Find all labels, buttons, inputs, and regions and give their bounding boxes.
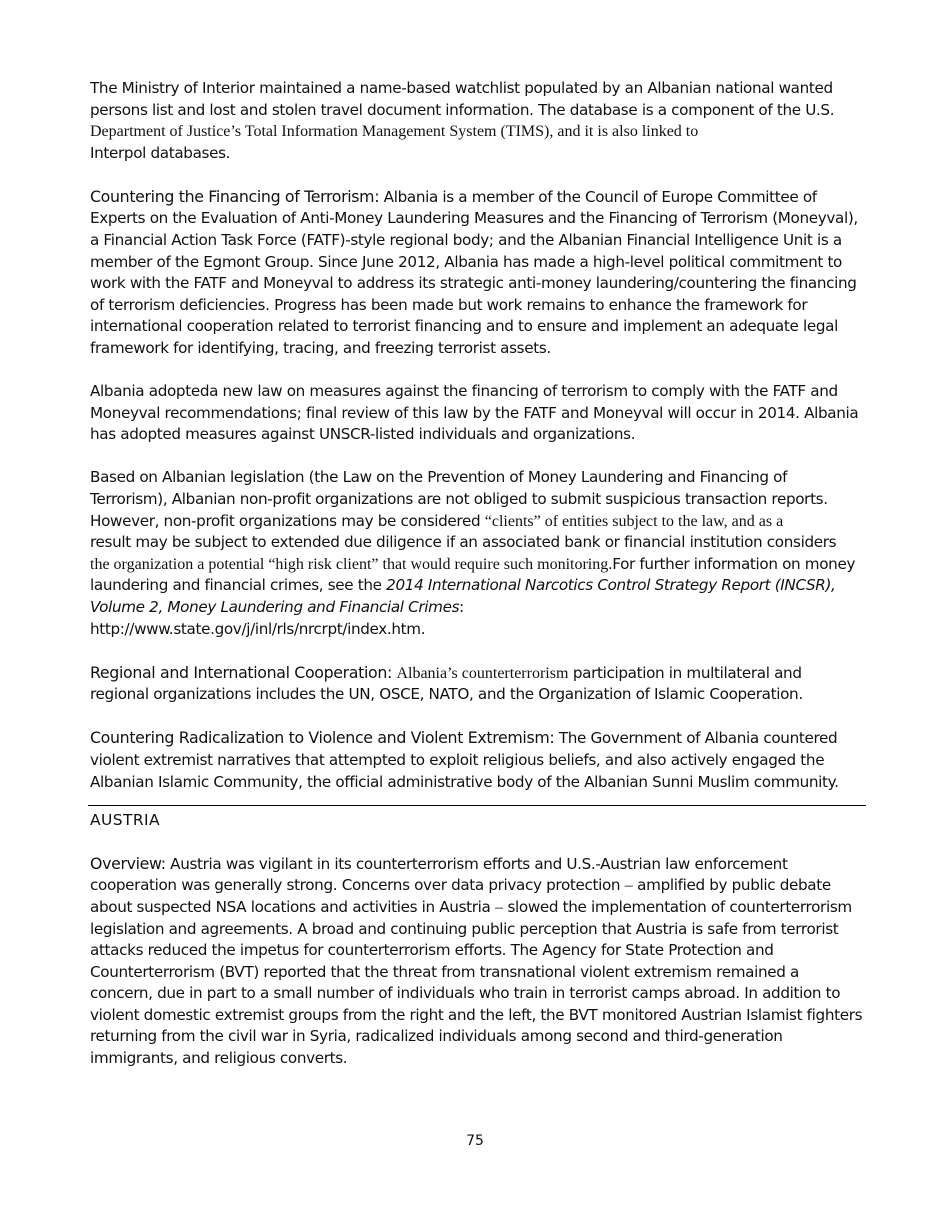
paragraph-new-law [90, 381, 864, 446]
incsr-report-title: 2014 International Narcotics Control Strategy Report (INCSR), Volume 2, Money Laundering and Financial Crimes [90, 576, 836, 616]
paragraph-regional [90, 662, 864, 706]
paragraph-cft [90, 186, 864, 360]
watchlist-text-c: Interpol databases. [90, 143, 231, 162]
paragraph-radicalization [90, 727, 864, 793]
npo-text-f: : [459, 597, 464, 616]
country-title-austria: AUSTRIA [90, 810, 160, 829]
overview-text-c: slowed the implementation of counterterrorism legislation and agreements. A broad and continuing public perception that Austria is safe from terrorist attacks reduced the impetus for counterterrorism efforts. The Agency for State Protection and Counterterrorism (BVT) reported that the threat from transnational violent extremism remained a concern, due in part to a small number of individuals who train in terrorist camps abroad. In addition to violent domestic extremist groups from the right and the left, the BVT monitored Austrian Islamist fighters returning from the civil war in Syria, radicalized individuals among second and third-generation immigrants, and religious converts. [90, 897, 863, 1068]
paragraph-watchlist [90, 78, 864, 164]
ric-heading: Regional and International Cooperation: [90, 662, 392, 682]
page-number: 75 [466, 1133, 484, 1149]
cft-heading: Countering the Financing of Terrorism: [90, 186, 380, 206]
document-body [90, 78, 864, 1091]
npo-text-e: For further information on money laundering and financial crimes, see the [90, 554, 856, 595]
cft-body: Albania is a member of the Council of Europe Committee of Experts on the Evaluation of Anti-Money Laundering Measures and the Financing of Terrorism (Moneyval), a Financial Action Task Force (FATF)-style regional body; and the Albanian Financial Intelligence Unit is a member of the Egmont Group. Since June 2012, Albania has made a high-level political commitment to work with the FATF and Moneyval to address its strategic anti-money laundering/countering the financing of terrorism deficiencies. Progress has been made but work remains to enhance the framework for international cooperation related to terrorist financing and to ensure and implement an adequate legal framework for identifying, tracing, and freezing terrorist assets. [90, 187, 858, 358]
paragraph-npo [90, 467, 864, 640]
en-dash-1: – [624, 877, 633, 895]
ric-text-b: participation in multilateral and regional organizations includes the UN, OSCE, NATO, and the Organization of Islamic Cooperation. [90, 663, 803, 704]
overview-text-a: Austria was vigilant in its counterterrorism efforts and U.S.-Austrian law enforcement cooperation was generally strong. Concerns over data privacy protection [90, 854, 788, 895]
crv-heading: Countering Radicalization to Violence and Violent Extremism: [90, 728, 555, 748]
paragraph-austria-overview [90, 853, 864, 1070]
ric-text-a: Albania’s counterterrorism [396, 664, 569, 682]
overview-heading: Overview: [90, 853, 166, 873]
overview-text-b: amplified by public debate about suspected NSA locations and activities in Austria [90, 876, 831, 916]
new-law-text: Albania adopteda new law on measures against the financing of terrorism to comply with the FATF and Moneyval recommendations; final review of this law by the FATF and Moneyval will occur in 2014. Albania has adopted measures against UNSCR-listed individuals and organizations. [90, 382, 859, 444]
watchlist-text-a: The Ministry of Interior maintained a name-based watchlist populated by an Albanian national wanted persons list and lost and stolen travel document information. The database is a component of the U.S. [90, 79, 835, 119]
watchlist-text-b: Department of Justice’s Total Information Management System (TIMS), and it is also linked to [90, 123, 699, 141]
npo-text-d: the organization a potential “high risk client” that would require such monitoring. [90, 555, 613, 573]
section-divider [88, 805, 866, 806]
en-dash-2: – [494, 898, 503, 916]
crv-body: The Government of Albania countered violent extremist narratives that attempted to exploit religious beliefs, and also actively engaged the Albanian Islamic Community, the official administrative body of the Albanian Sunni Muslim community. [90, 729, 839, 791]
npo-text-b: “clients” of entities subject to the law, and as a [484, 512, 784, 530]
npo-text-a: Based on Albanian legislation (the Law on the Prevention of Money Laundering and Financing of Terrorism), Albanian non-profit organizations are not obliged to submit suspicious transaction reports. However, non-profit organizations may be considered [90, 468, 828, 530]
npo-text-c: result may be subject to extended due diligence if an associated bank or financial institution considers [90, 533, 837, 552]
incsr-url: http://www.state.gov/j/inl/rls/nrcrpt/index.htm. [90, 619, 426, 638]
